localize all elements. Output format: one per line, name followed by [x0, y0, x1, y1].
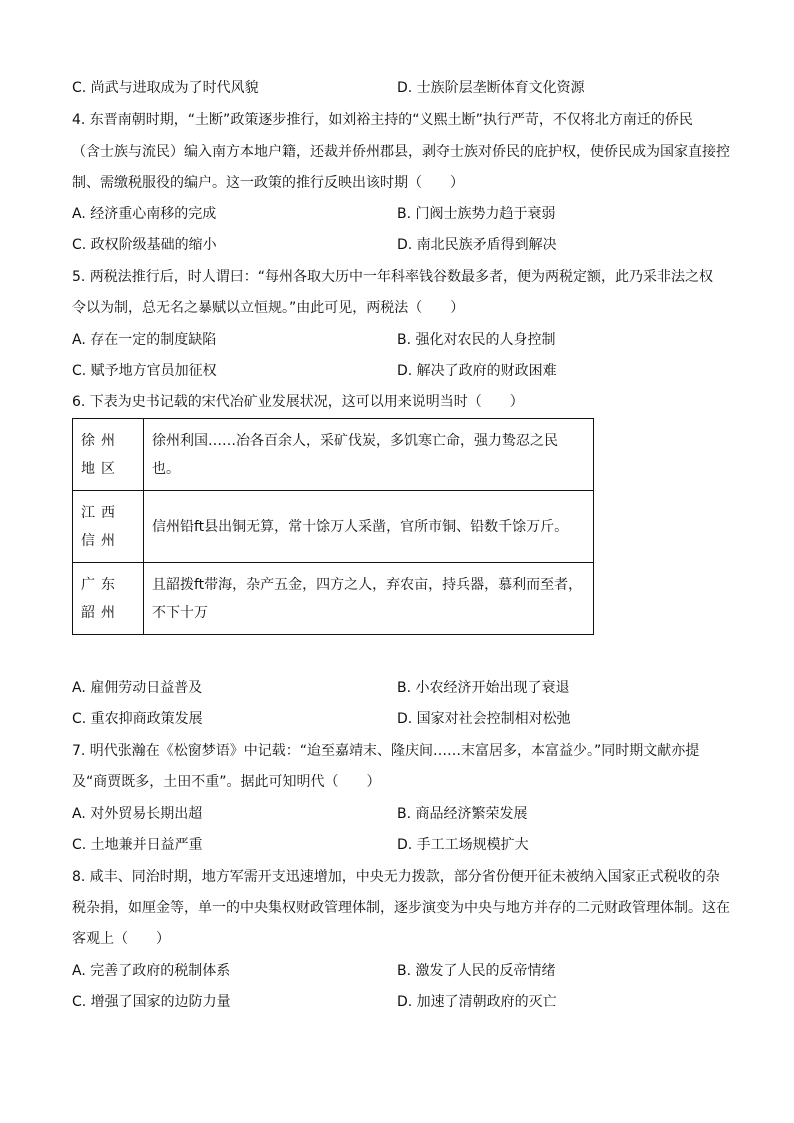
prev-option-d: D. 士族阶层垄断体育文化资源: [397, 80, 585, 96]
q4-option-b: B. 门阀士族势力趋于衰弱: [397, 206, 556, 222]
q6-option-a: A. 雇佣劳动日益普及: [72, 680, 203, 696]
table-cell-region: 徐州地区: [73, 419, 144, 491]
q5-option-d: D. 解决了政府的财政困难: [397, 363, 557, 379]
q5-option-c: C. 赋予地方官员加征权: [72, 363, 217, 379]
table-row: [73, 563, 594, 635]
q7-stem-line-1: 7. 明代张瀚在《松窗梦语》中记载：“迨至嘉靖末、隆庆间……末富居多，本富益少。”同时期文献亦提: [72, 743, 700, 759]
table-cell-record: 徐州利国……冶各百余人，采矿伐炭，多饥寒亡命，强力鸷忍之民也。: [144, 419, 594, 491]
table-row: [73, 419, 594, 491]
q4-stem-line-3: 制、需缴税服役的编户。这一政策的推行反映出该时期（ ）: [72, 175, 464, 191]
q6-option-d: D. 国家对社会控制相对松弛: [397, 711, 571, 727]
q8-stem-line-1: 8. 咸丰、同治时期，地方军需开支迅速增加，中央无力拨款，部分省份便开征未被纳入国家正式税收的杂: [72, 869, 720, 885]
table-cell-record: 且韶拨ft带海，杂产五金，四方之人，弃农亩，持兵器，慕利而至者，不下十万: [144, 563, 594, 635]
q4-stem-line-1: 4. 东晋南朝时期，“土断”政策逐步推行，如刘裕主持的“义熙土断”执行严苛，不仅将北方南迁的侨民: [72, 112, 693, 128]
table-cell-region: 江西信州: [73, 491, 144, 563]
q8-stem-line-3: 客观上（ ）: [72, 931, 170, 947]
prev-option-c: C. 尚武与进取成为了时代风貌: [72, 80, 259, 96]
table-row: [73, 491, 594, 563]
q5-stem-line-1: 5. 两税法推行后，时人谓曰：“每州各取大历中一年科率钱谷数最多者，便为两税定额，此乃采非法之权: [72, 269, 714, 285]
q5-stem-line-2: 令以为制，总无名之暴赋以立恒规。”由此可见，两税法（ ）: [72, 300, 465, 316]
q7-stem-line-2: 及“商贾既多，土田不重”。据此可知明代（ ）: [72, 774, 381, 790]
q4-stem-line-2: （含士族与流民）编入南方本地户籍，还裁并侨州郡县，剥夺士族对侨民的庇护权，使侨民成为国家直接控: [72, 144, 730, 160]
q6-stem: 6. 下表为史书记载的宋代冶矿业发展状况，这可以用来说明当时（ ）: [72, 394, 524, 410]
q4-option-c: C. 政权阶级基础的缩小: [72, 237, 217, 253]
q7-option-a: A. 对外贸易长期出超: [72, 806, 203, 822]
q8-option-d: D. 加速了清朝政府的灭亡: [397, 994, 557, 1010]
q7-option-c: C. 土地兼并日益严重: [72, 837, 203, 853]
q8-option-b: B. 激发了人民的反帝情绪: [397, 963, 556, 979]
table-cell-record: 信州铅ft县出铜无算，常十馀万人采凿，官所市铜、铅数千馀万斤。: [144, 491, 594, 563]
q4-option-a: A. 经济重心南移的完成: [72, 206, 217, 222]
q4-option-d: D. 南北民族矛盾得到解决: [397, 237, 557, 253]
table-cell-region: 广东韶州: [73, 563, 144, 635]
q7-option-d: D. 手工工场规模扩大: [397, 837, 529, 853]
q5-option-b: B. 强化对农民的人身控制: [397, 332, 556, 348]
q8-option-a: A. 完善了政府的税制体系: [72, 963, 231, 979]
q8-option-c: C. 增强了国家的边防力量: [72, 994, 231, 1010]
q6-option-b: B. 小农经济开始出现了衰退: [397, 680, 570, 696]
q6-table: [72, 418, 594, 635]
q7-option-b: B. 商品经济繁荣发展: [397, 806, 528, 822]
q6-option-c: C. 重农抑商政策发展: [72, 711, 203, 727]
q8-stem-line-2: 税杂捐，如厘金等，单一的中央集权财政管理体制，逐步演变为中央与地方并存的二元财政管理体制。这在: [72, 900, 730, 916]
q5-option-a: A. 存在一定的制度缺陷: [72, 332, 217, 348]
